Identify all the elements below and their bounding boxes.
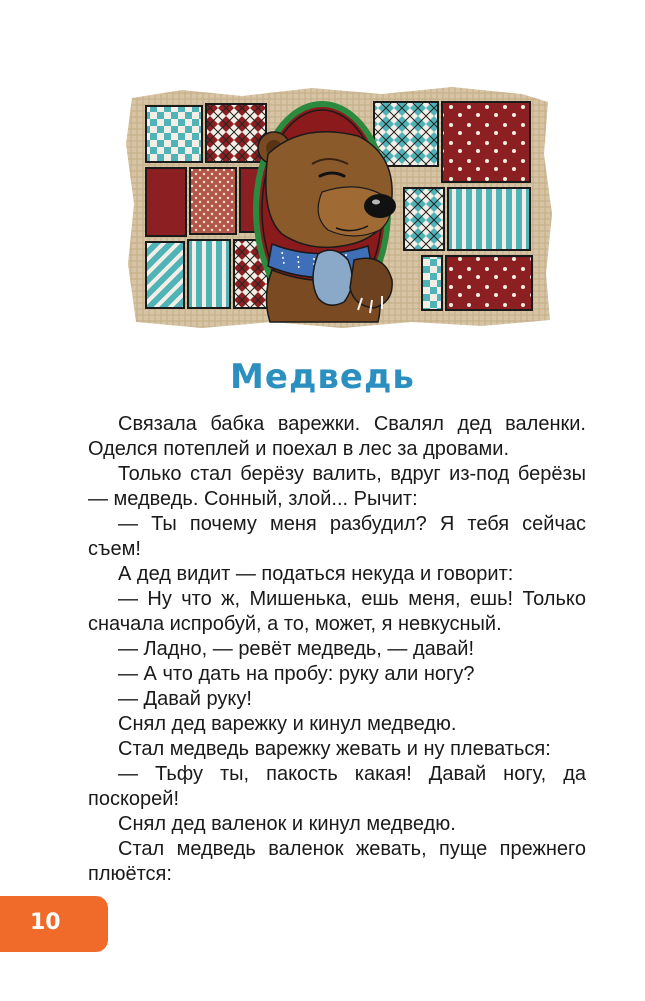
bear-patchwork-illustration (122, 84, 554, 330)
paragraph: — Ну что ж, Мишенька, ешь меня, ешь! Только сначала испробуй, а то, может, я невкусный. (88, 588, 586, 635)
story-title: Медведь (230, 357, 415, 397)
paragraph: Связала бабка варежки. Свалял дед валенки. Оделся потеплей и поехал в лес за дровами. (88, 413, 586, 460)
paragraph: Стал медведь валенок жевать, пуще прежнего плюётся: (88, 838, 586, 885)
page-number: 10 (30, 910, 61, 935)
paragraph: — Тьфу ты, пакость какая! Давай ногу, да поскорей! (88, 763, 586, 810)
paragraph: Снял дед варежку и кинул медведю. (118, 713, 457, 735)
paragraph: А дед видит — податься некуда и говорит: (118, 563, 514, 585)
paragraph: — Ладно, — ревёт медведь, — давай! (118, 638, 475, 660)
paragraph: Снял дед валенок и кинул медведю. (118, 813, 456, 835)
page-number-tab (0, 896, 108, 952)
paragraph: — Ты почему меня разбудил? Я тебя сейчас съем! (88, 513, 586, 560)
paragraph: — А что дать на пробу: руку али ногу? (118, 663, 475, 685)
paragraph: Стал медведь варежку жевать и ну плеваться: (118, 738, 551, 760)
story-text (88, 412, 586, 887)
paragraph: Только стал берёзу валить, вдруг из-под берёзы — медведь. Сонный, злой... Рычит: (88, 463, 586, 510)
paragraph: — Давай руку! (118, 688, 252, 710)
